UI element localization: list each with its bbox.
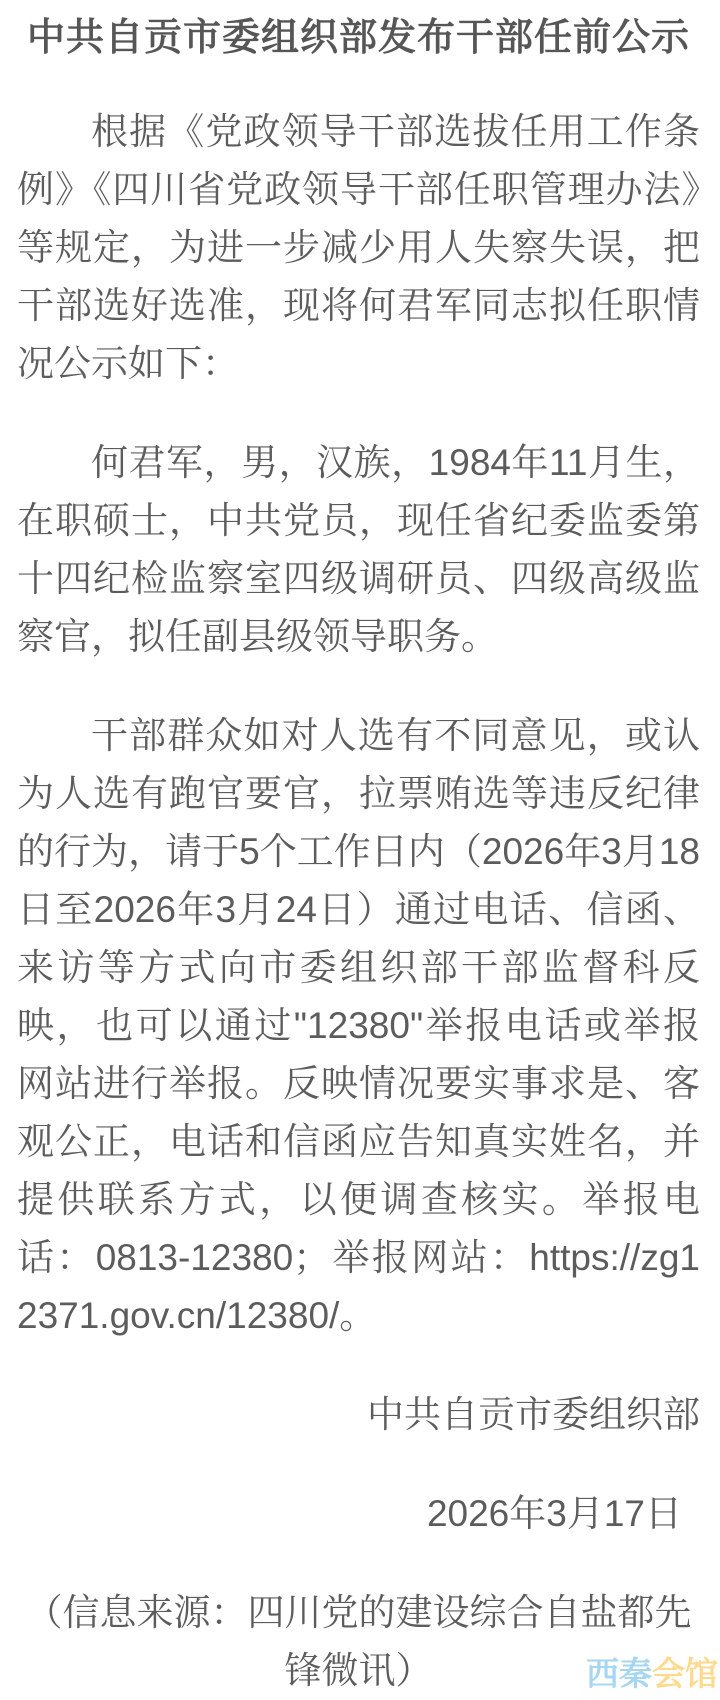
source-note: （信息来源：四川党的建设综合自盐都先锋微讯） bbox=[25, 1592, 692, 1691]
watermark-text-orange: 会馆 bbox=[652, 1655, 718, 1692]
page-title: 中共自贡市委组织部发布干部任前公示 bbox=[26, 17, 690, 59]
watermark-text-blue: 西秦 bbox=[586, 1655, 652, 1692]
paragraph-feedback-instructions: 干部群众如对人选有不同意见，或认为人选有跑官要官，拉票贿选等违反纪律的行为，请于5个工作日内（2026年3月18日至2026年3月24日）通过电话、信函、来访等方式向市委组织部干部监督科反映，也可以通过"12380"举报电话或举报网站进行举报。反映情况要实事求是、客观公正，电话和信函应告知真实姓名，并提供联系方式，以便调查核实。举报电话：0813-12380；举报网站：https://zg12371.gov.cn/12380/。 bbox=[17, 715, 700, 1336]
issuer-signature: 中共自贡市委组织部 bbox=[367, 1394, 700, 1435]
paragraph-regulations-basis: 根据《党政领导干部选拔任用工作条例》《四川省党政领导干部任职管理办法》等规定，为进一步减少用人失察失误，把干部选好选准，现将何君军同志拟任职情况公示如下： bbox=[17, 111, 700, 384]
paragraph-candidate-profile: 何君军，男，汉族，1984年11月生，在职硕士，中共党员，现任省纪委监委第十四纪检监察室四级调研员、四级高级监察官，拟任副县级领导职务。 bbox=[17, 442, 700, 657]
publish-date: 2026年3月17日 bbox=[426, 1493, 682, 1534]
